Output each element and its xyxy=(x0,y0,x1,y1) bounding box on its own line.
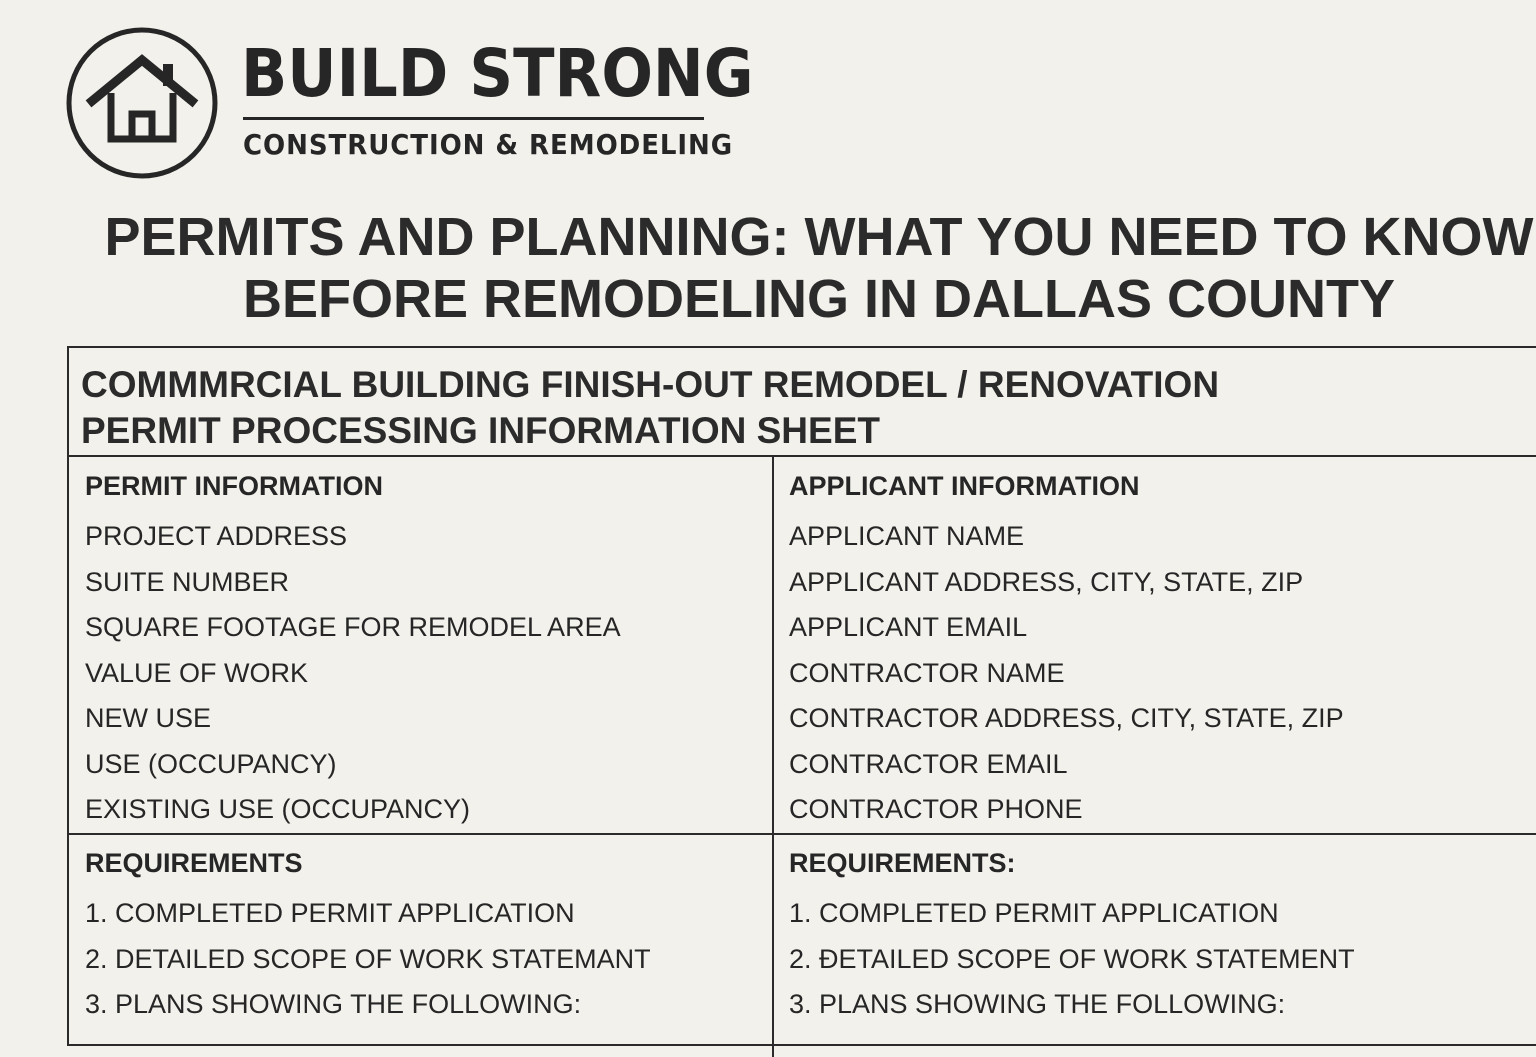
list-item: USE (OCCUPANCY) xyxy=(85,748,337,779)
list-item: NEW USE xyxy=(85,703,212,733)
list-item: VALUE OF WORK xyxy=(85,657,309,688)
list-item: 1. COMPLETED PERMIT APPLICATION xyxy=(789,898,1279,928)
list-item: 1. COMPLETED PERMIT APPLICATION xyxy=(85,898,575,928)
list-item: CONTRACTOR ADDRESS, CITY, STATE, ZIP xyxy=(789,703,1344,733)
permit-information-section xyxy=(85,466,621,833)
list-item: CONTRACTOR PHONE xyxy=(789,794,1083,824)
list-item: APPLICANT EMAIL xyxy=(789,612,1028,642)
page-title-line-1: PERMITS AND PLANNING: WHAT YOU NEED TO KNOW xyxy=(104,207,1534,267)
list-item: APPLICANT ADDRESS, CITY, STATE, ZIP xyxy=(789,566,1304,597)
section-heading: PERMIT INFORMATION xyxy=(85,471,383,501)
sheet-title-line-2: PERMIT PROCESSING INFORMATION SHEET xyxy=(81,410,880,451)
section-heading: REQUIREMENTS: xyxy=(789,848,1016,878)
list-item: SUITE NUMBER xyxy=(85,566,290,597)
information-sheet xyxy=(67,346,1536,1046)
list-item: EXISTING USE (OCCUPANCY) xyxy=(85,794,471,824)
list-item: CONTRACTOR EMAIL xyxy=(789,748,1068,779)
requirements-right-section xyxy=(789,843,1355,1028)
page-title-line-2: BEFORE REMODELING IN DALLAS COUNTY xyxy=(242,269,1395,329)
sheet-title xyxy=(81,362,1219,454)
applicant-information-section xyxy=(789,466,1344,833)
requirements-left-section xyxy=(85,843,651,1028)
sheet-title-line-1: COMMMRCIAL BUILDING FINISH-OUT REMODEL / RENOVATION xyxy=(81,364,1220,405)
list-item: 3. PLANS SHOWING THE FOLLOWING: xyxy=(85,989,582,1019)
list-item: 3. PLANS SHOWING THE FOLLOWING: xyxy=(789,989,1286,1019)
list-item: PROJECT ADDRESS xyxy=(85,521,348,551)
list-item: APPLICANT NAME xyxy=(789,521,1025,551)
sheet-divider-middle xyxy=(69,833,1536,835)
brand-divider xyxy=(243,117,704,120)
list-item: SQUARE FOOTAGE FOR REMODEL AREA xyxy=(85,612,621,642)
sheet-divider-top xyxy=(69,455,1536,457)
section-heading: REQUIREMENTS xyxy=(85,848,303,878)
brand-name: BUILD STRONG xyxy=(241,35,754,112)
page-title xyxy=(0,206,1536,330)
list-item: CONTRACTOR NAME xyxy=(789,657,1065,688)
list-item: 2. ĐETAILED SCOPE OF WORK STATEMENT xyxy=(789,943,1355,974)
section-heading: APPLICANT INFORMATION xyxy=(789,471,1140,501)
house-icon xyxy=(66,27,218,179)
brand-tagline: CONSTRUCTION & REMODELING xyxy=(243,128,734,161)
sheet-column-divider xyxy=(772,457,774,1057)
list-item: 2. DETAILED SCOPE OF WORK STATEMANT xyxy=(85,943,651,974)
